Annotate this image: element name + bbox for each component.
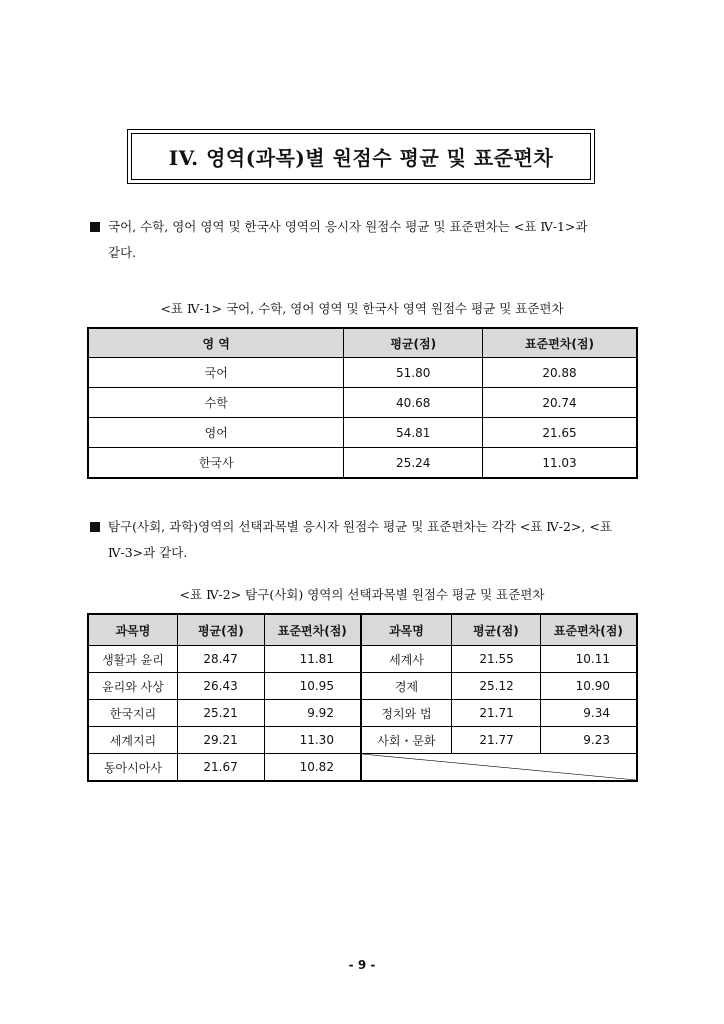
table-cell: 생활과 윤리 — [88, 646, 177, 673]
table-cell: 9.92 — [264, 700, 361, 727]
table-cell: 21.65 — [483, 418, 638, 448]
square-bullet-icon — [90, 522, 100, 532]
table-cell: 9.34 — [540, 700, 637, 727]
table-cell: 9.23 — [540, 727, 637, 754]
paragraph-2-line-2: Ⅳ-3>과 같다. — [108, 545, 188, 560]
table-cell: 21.67 — [177, 754, 264, 782]
table-cell: 21.55 — [451, 646, 540, 673]
table-2 — [87, 613, 638, 782]
table-row — [88, 358, 637, 388]
table-cell: 10.95 — [264, 673, 361, 700]
table-cell: 한국사 — [88, 448, 344, 479]
table-2-header-cell: 표준편차(점) — [540, 614, 637, 646]
table-cell: 20.74 — [483, 388, 638, 418]
diagonal-line-icon — [362, 754, 636, 780]
table-cell: 25.24 — [344, 448, 483, 479]
table-cell: 수학 — [88, 388, 344, 418]
table-cell: 10.11 — [540, 646, 637, 673]
table-row — [88, 448, 637, 479]
table-cell: 21.77 — [451, 727, 540, 754]
table-1-header-cell: 평균(점) — [344, 328, 483, 358]
empty-diagonal-cell — [361, 754, 637, 782]
table-cell: 25.12 — [451, 673, 540, 700]
table-cell: 25.21 — [177, 700, 264, 727]
table-2-caption: <표 Ⅳ-2> 탐구(사회) 영역의 선택과목별 원점수 평균 및 표준편차 — [179, 587, 545, 602]
table-cell: 11.03 — [483, 448, 638, 479]
paragraph-2 — [90, 514, 646, 566]
table-cell: 경제 — [361, 673, 452, 700]
table-1 — [87, 327, 638, 479]
table-row — [88, 673, 637, 700]
table-1-header-cell: 영 역 — [88, 328, 344, 358]
square-bullet-icon — [90, 222, 100, 232]
table-row — [88, 700, 637, 727]
table-cell: 영어 — [88, 418, 344, 448]
table-cell: 21.71 — [451, 700, 540, 727]
table-cell: 10.82 — [264, 754, 361, 782]
table-2-header-cell: 과목명 — [88, 614, 177, 646]
table-cell: 40.68 — [344, 388, 483, 418]
table-cell: 28.47 — [177, 646, 264, 673]
table-2-header-cell: 평균(점) — [177, 614, 264, 646]
table-2-header-cell: 표준편차(점) — [264, 614, 361, 646]
table-row — [88, 754, 637, 782]
table-cell: 54.81 — [344, 418, 483, 448]
paragraph-1-line-2: 같다. — [108, 245, 137, 260]
paragraph-2-line-1: 탐구(사회, 과학)영역의 선택과목별 응시자 원점수 평균 및 표준편차는 각각 <표 Ⅳ-2>, <표 — [108, 519, 612, 534]
table-cell: 윤리와 사상 — [88, 673, 177, 700]
table-cell: 한국지리 — [88, 700, 177, 727]
section-title-box — [127, 129, 595, 184]
table-1-header-cell: 표준편차(점) — [483, 328, 638, 358]
table-row — [88, 727, 637, 754]
table-cell: 정치와 법 — [361, 700, 452, 727]
table-cell: 26.43 — [177, 673, 264, 700]
table-cell: 동아시아사 — [88, 754, 177, 782]
paragraph-1 — [90, 214, 646, 266]
table-cell: 29.21 — [177, 727, 264, 754]
table-1-caption: <표 Ⅳ-1> 국어, 수학, 영어 영역 및 한국사 영역 원점수 평균 및 표준편차 — [160, 301, 564, 316]
table-row — [88, 646, 637, 673]
table-cell: 10.90 — [540, 673, 637, 700]
table-cell: 세계지리 — [88, 727, 177, 754]
paragraph-1-line-1: 국어, 수학, 영어 영역 및 한국사 영역의 응시자 원점수 평균 및 표준편차는 <표 Ⅳ-1>과 — [108, 219, 588, 234]
table-cell: 20.88 — [483, 358, 638, 388]
table-2-header-cell: 과목명 — [361, 614, 452, 646]
page-number: - 9 - — [348, 958, 376, 972]
table-2-header-cell: 평균(점) — [451, 614, 540, 646]
table-cell: 세계사 — [361, 646, 452, 673]
table-cell: 사회・문화 — [361, 727, 452, 754]
table-2-header-row — [88, 614, 637, 646]
table-cell: 11.30 — [264, 727, 361, 754]
table-cell: 51.80 — [344, 358, 483, 388]
table-cell: 11.81 — [264, 646, 361, 673]
section-title-inner-border — [131, 133, 591, 180]
table-1-header-row — [88, 328, 637, 358]
table-row — [88, 388, 637, 418]
section-title: IV. 영역(과목)별 원점수 평균 및 표준편차 — [168, 146, 554, 170]
table-row — [88, 418, 637, 448]
table-cell: 국어 — [88, 358, 344, 388]
